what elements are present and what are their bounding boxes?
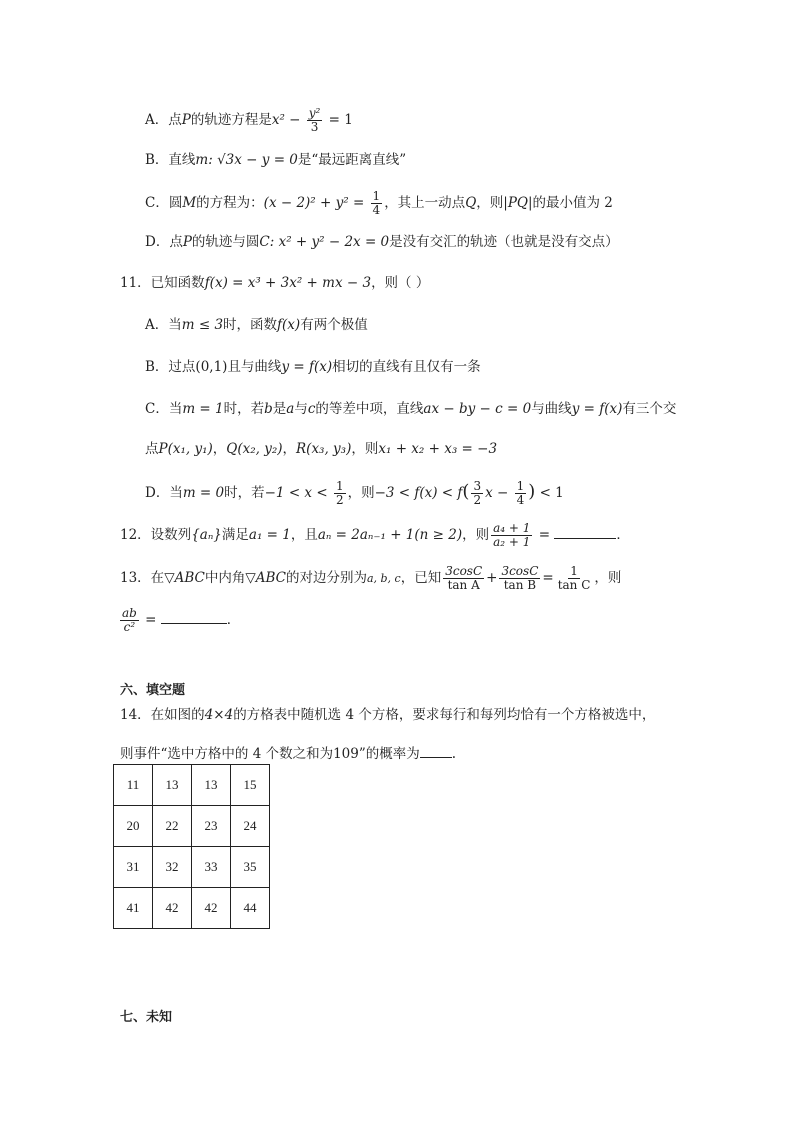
- q11-option-b: B．过点(0,1)且与曲线y = f(x)相切的直线有且仅有一条: [145, 359, 481, 375]
- q11-stem: 11．已知函数f(x) = x³ + 3x² + mx − 3，则（ ）: [120, 275, 430, 291]
- grid-cell: 42: [153, 888, 192, 929]
- fraction: $\frac{3\cos C}{\text{tan A}}$: [445, 564, 483, 592]
- answer-blank[interactable]: [554, 538, 616, 539]
- q10-option-c: C．圆M的方程为：(x − 2)² + y² = $\frac{1}{4}$ ，其上一动点Q，则|PQ|的最小值为 2: [145, 189, 613, 217]
- grid-cell: 32: [153, 847, 192, 888]
- grid-cell: 11: [114, 765, 153, 806]
- q11-option-d: D．当m = 0时，若−1 < x < $\frac{1}{2}$ ，则−3 < f(x) < f( $\frac{3}{2}$ x − $\frac{1}{4}$ ) < 1: [145, 479, 564, 507]
- q13-line1: 13．在▽ABC中内角▽ABC的对边分别为a, b, c，已知 $\frac{3\cos C}{\text{tan A}}$ + $\frac{3\cos C}{\text{tan B}}$ = $\frac{1}{\text{tan C}}$ ，则: [120, 564, 622, 592]
- fraction: $\frac{3\cos C}{\text{tan B}}$: [501, 564, 539, 592]
- q10-option-d: D．点P的轨迹与圆C: x² + y² − 2x = 0是没有交汇的轨迹（也就是没有交点）: [145, 234, 619, 250]
- table-row: [114, 806, 270, 847]
- grid-cell: 13: [153, 765, 192, 806]
- q10-option-a: A．点P的轨迹方程是x² − $\frac{\text{y²}}{3}$ = 1: [145, 106, 353, 134]
- table-row: [114, 888, 270, 929]
- grid-cell: 35: [231, 847, 270, 888]
- answer-blank[interactable]: [161, 623, 227, 624]
- grid-cell: 22: [153, 806, 192, 847]
- q14-line2: 则事件“选中方格中的 4 个数之和为109”的概率为 .: [120, 746, 457, 762]
- grid-cell: 24: [231, 806, 270, 847]
- fraction: $\frac{1}{4}$: [372, 189, 381, 217]
- q12: 12．设数列{aₙ}满足a₁ = 1，且aₙ = 2aₙ₋₁ + 1(n ≥ 2)，则 $\frac{\text{a₄ + 1}}{\text{a₂ + 1}}$ = ．: [120, 521, 630, 549]
- table-row: [114, 765, 270, 806]
- q11-option-a: A．当m ≤ 3时，函数f(x)有两个极值: [145, 317, 368, 333]
- number-grid: [113, 764, 270, 929]
- section-title: 六、填空题: [120, 683, 186, 698]
- grid-cell: 23: [192, 806, 231, 847]
- q11-option-c-line2: 点P(x₁, y₁)，Q(x₂, y₂)，R(x₃, y₃)，则x₁ + x₂ + x₃ = −3: [145, 441, 498, 457]
- table-row: [114, 847, 270, 888]
- answer-blank[interactable]: [420, 757, 452, 758]
- q14-line1: 14．在如图的4×4的方格表中随机选 4 个方格，要求每行和每列均恰有一个方格被选中，: [120, 707, 656, 723]
- fraction: $\frac{1}{4}$: [516, 479, 525, 507]
- grid-cell: 33: [192, 847, 231, 888]
- fraction: $\frac{1}{2}$: [335, 479, 344, 507]
- grid-cell: 15: [231, 765, 270, 806]
- fraction: $\frac{1}{\text{tan C}}$: [557, 564, 591, 592]
- fraction: $\frac{\text{a₄ + 1}}{\text{a₂ + 1}}$: [493, 521, 531, 549]
- q13-line2: $\frac{ab}{\text{c²}}$ = ．: [122, 606, 241, 634]
- fraction: $\frac{\text{y²}}{3}$: [308, 106, 321, 134]
- fraction: $\frac{3}{2}$: [473, 479, 482, 507]
- grid-cell: 13: [192, 765, 231, 806]
- grid-cell: 42: [192, 888, 231, 929]
- fraction: $\frac{ab}{\text{c²}}$: [122, 606, 137, 634]
- q11-option-c-line1: C．当m = 1时，若b是a与c的等差中项，直线ax − by − c = 0与曲线y = f(x)有三个交: [145, 401, 677, 417]
- grid-cell: 44: [231, 888, 270, 929]
- q10-option-b: B．直线m: √3x − y = 0是“最远距离直线”: [145, 152, 407, 168]
- grid-cell: 31: [114, 847, 153, 888]
- grid-cell: 20: [114, 806, 153, 847]
- section-title: 七、未知: [120, 1010, 173, 1025]
- grid-cell: 41: [114, 888, 153, 929]
